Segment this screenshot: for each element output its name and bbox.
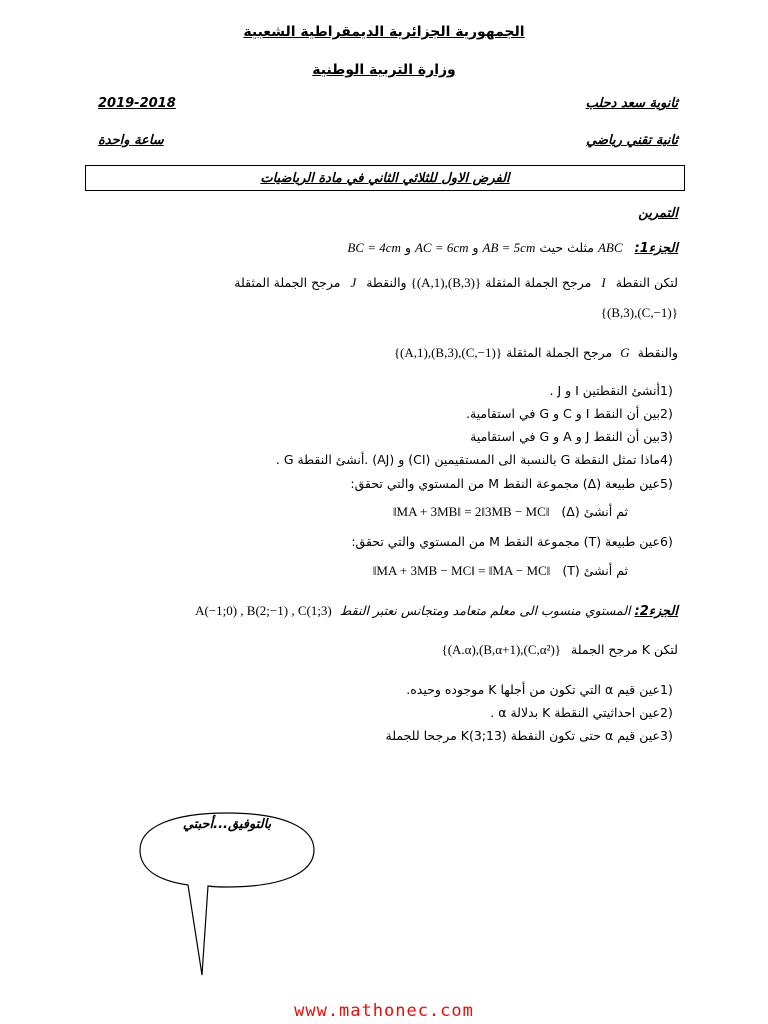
part1-item-3: 3)بين أن النقط J و A و G في استقامية [470, 429, 673, 444]
speech-bubble-shape [132, 805, 322, 985]
and-word: و [472, 240, 479, 255]
point-g-line [394, 345, 678, 361]
barycenter-text: مرجح الجملة المثقلة [506, 345, 613, 360]
equation-6-line [373, 563, 628, 579]
footer-website[interactable]: www.mathonec.com [294, 1001, 474, 1021]
part2-item-2: 2)عين احداثيتي النقطة K بدلالة α . [490, 705, 673, 720]
school-name: ثانوية سعد دحلب [585, 96, 678, 111]
ab-length: AB = 5cm [482, 240, 536, 255]
and-point-text: والنقطة [366, 275, 407, 290]
let-point-text: لتكن النقطة [615, 275, 678, 290]
part1-item-5: 5)عين طبيعة (Δ) مجموعة النقط M من المستوي والتي تحقق: [350, 476, 673, 491]
let-k-text: لتكن K مرجح الجملة [571, 642, 678, 657]
and-point-text: والنقطة [637, 345, 678, 360]
part1-item-1: 1)أنشئ النقطتين I و J . [549, 383, 673, 398]
speech-bubble [132, 805, 322, 989]
item-text: بين أن النقط J و A و G في استقامية [470, 429, 660, 444]
system-j [601, 305, 678, 321]
item-text: بين أن النقط I و C و G في استقامية. [465, 406, 660, 421]
item-text: عين طبيعة (T) مجموعة النقط M من المستوي والتي تحقق: [351, 534, 660, 549]
triangle-name: ABC [597, 240, 623, 255]
points-ij-line [234, 275, 678, 291]
bc-length: BC = 4cm [347, 240, 401, 255]
part1-item-6: 6)عين طبيعة (T) مجموعة النقط M من المستوي والتي تحقق: [351, 534, 673, 549]
school-year: 2019-2018 [98, 96, 176, 111]
barycenter-text: مرجح الجملة المثقلة [485, 275, 592, 290]
ministry-header: وزارة التربية الوطنية [312, 62, 456, 78]
part2-points: A(−1;0) , B(2;−1) , C(1;3) [195, 603, 332, 618]
bubble-text: بالتوفيق...أحبتي [182, 817, 272, 832]
item-text: أنشئ النقطتين I و J . [549, 383, 660, 398]
equation-5: ‖MA + 3MB‖ = 2‖3MB − MC‖ [392, 504, 550, 519]
part1-item-4: 4)ماذا تمثل النقطة G بالنسبة الى المستقيمين (CI) و (AJ) .أنشئ النقطة G . [275, 452, 673, 467]
item-text: عين احداثيتي النقطة K بدلالة α . [490, 705, 660, 720]
point-k-line [441, 642, 678, 658]
system-k: {(A.α),(B,α+1),(C,α²)} [441, 642, 562, 657]
point-i: I [601, 275, 606, 290]
part1-intro-line [347, 240, 678, 256]
class-stream: ثانية تقني رياضي [586, 133, 678, 148]
system-j-value: {(B,3),(C,−1)} [600, 305, 678, 320]
system-i: {(A,1),(B,3)} [410, 275, 482, 290]
barycenter-text: مرجح الجملة المثقلة [234, 275, 341, 290]
construct-t-text: ثم أنشئ (T) [562, 563, 628, 578]
item-text: ماذا تمثل النقطة G بالنسبة الى المستقيمين (CI) و (AJ) .أنشئ النقطة G . [275, 452, 660, 467]
exercise-heading: التمرين [638, 206, 678, 221]
part2-item-1: 1)عين قيم α التي تكون من أجلها K موجوده وحيده. [406, 682, 673, 697]
equation-5-line [393, 504, 628, 520]
exam-duration: ساعة واحدة [98, 133, 164, 148]
point-g: G [620, 345, 630, 360]
point-j: J [350, 275, 357, 290]
part1-label: الجزء1: [634, 241, 678, 256]
part2-label: الجزء2: [634, 604, 678, 619]
part1-intro-text: مثلث حيث [539, 240, 594, 255]
exam-title: الفرض الاول للثلاثي الثاني في مادة الرياضيات [260, 171, 510, 186]
equation-6: ‖MA + 3MB − MC‖ = ‖MA − MC‖ [372, 563, 551, 578]
item-text: عين طبيعة (Δ) مجموعة النقط M من المستوي والتي تحقق: [350, 476, 660, 491]
and-word: و [404, 240, 411, 255]
item-text: عين قيم α التي تكون من أجلها K موجوده وحيده. [406, 682, 660, 697]
part2-intro-line [195, 603, 678, 619]
republic-header: الجمهورية الجزائرية الديمقراطية الشعبية [243, 24, 525, 40]
system-g: {(A,1),(B,3),(C,−1)} [393, 345, 503, 360]
part1-item-2: 2)بين أن النقط I و C و G في استقامية. [465, 406, 673, 421]
part2-intro: المستوي منسوب الى معلم متعامد ومتجانس نعتبر النقط [339, 603, 631, 618]
part2-item-3: 3)عين قيم α حتى تكون النقطة K(3;13) مرجحا للجملة [385, 728, 673, 743]
construct-delta-text: ثم أنشئ (Δ) [561, 504, 628, 519]
exam-title-box [85, 165, 685, 191]
item-text: عين قيم α حتى تكون النقطة K(3;13) مرجحا للجملة [385, 728, 660, 743]
ac-length: AC = 6cm [414, 240, 469, 255]
